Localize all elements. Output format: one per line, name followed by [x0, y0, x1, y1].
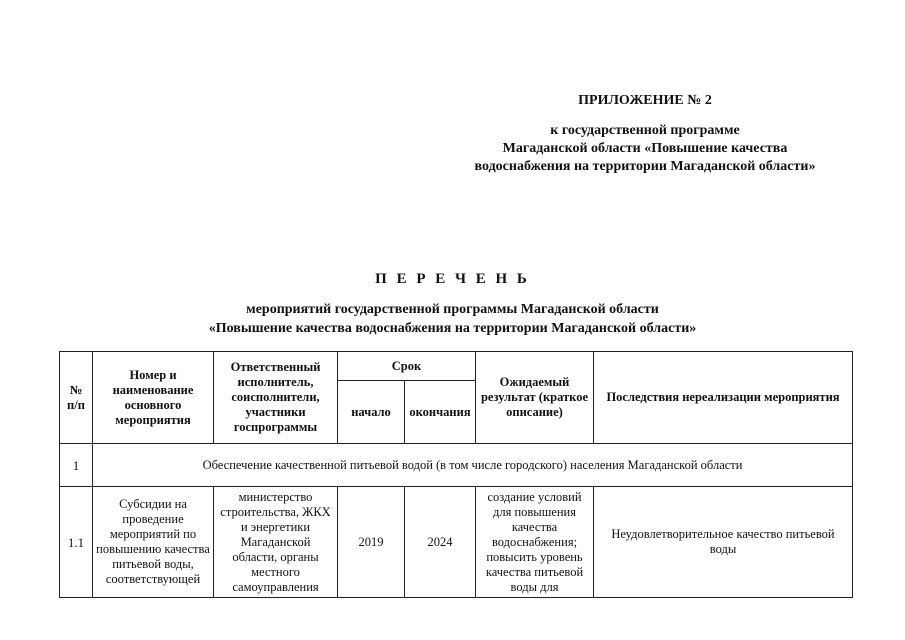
subtitle-line-2: «Повышение качества водоснабжения на территории Магаданской области» — [208, 321, 697, 336]
header-term: Срок — [338, 352, 476, 381]
table-row — [60, 487, 853, 598]
row-consequences: Неудовлетворительное качество питьевой воды — [594, 487, 853, 598]
appendix-block — [440, 92, 850, 176]
appendix-line-2: Магаданской области «Повышение качества — [502, 141, 788, 156]
document-subtitle — [0, 300, 905, 338]
section-text: Обеспечение качественной питьевой водой (в том числе городского) населения Магаданской области — [93, 444, 853, 487]
header-responsible: Ответственный исполнитель, соисполнители, участники госпрограммы — [214, 352, 338, 444]
header-start: начало — [338, 381, 405, 444]
document-title: П Е Р Е Ч Е Н Ь — [375, 271, 530, 287]
appendix-line-3: водоснабжения на территории Магаданской области» — [474, 159, 816, 174]
appendix-heading: ПРИЛОЖЕНИЕ № 2 — [578, 93, 712, 108]
row-responsible: министерство строительства, ЖКХ и энергетики Магаданской области, органы местного самоуправления — [214, 487, 338, 598]
row-result: создание условий для повышения качества водоснабжения; повысить уровень качества питьевой воды для — [476, 487, 594, 598]
section-row — [60, 444, 853, 487]
header-num: № п/п — [60, 352, 93, 444]
row-start: 2019 — [338, 487, 405, 598]
header-result: Ожидаемый результат (краткое описание) — [476, 352, 594, 444]
header-consequences: Последствия нереализации мероприятия — [594, 352, 853, 444]
row-end: 2024 — [405, 487, 476, 598]
measures-table — [59, 351, 853, 598]
row-name: Субсидии на проведение мероприятий по повышению качества питьевой воды, соответствующей — [93, 487, 214, 598]
subtitle-line-1: мероприятий государственной программы Магаданской области — [246, 302, 659, 317]
header-row-1 — [60, 352, 853, 381]
section-num: 1 — [60, 444, 93, 487]
appendix-line-1: к государственной программе — [550, 123, 740, 138]
row-num: 1.1 — [60, 487, 93, 598]
header-end: окончания — [405, 381, 476, 444]
header-name: Номер и наименование основного мероприятия — [93, 352, 214, 444]
